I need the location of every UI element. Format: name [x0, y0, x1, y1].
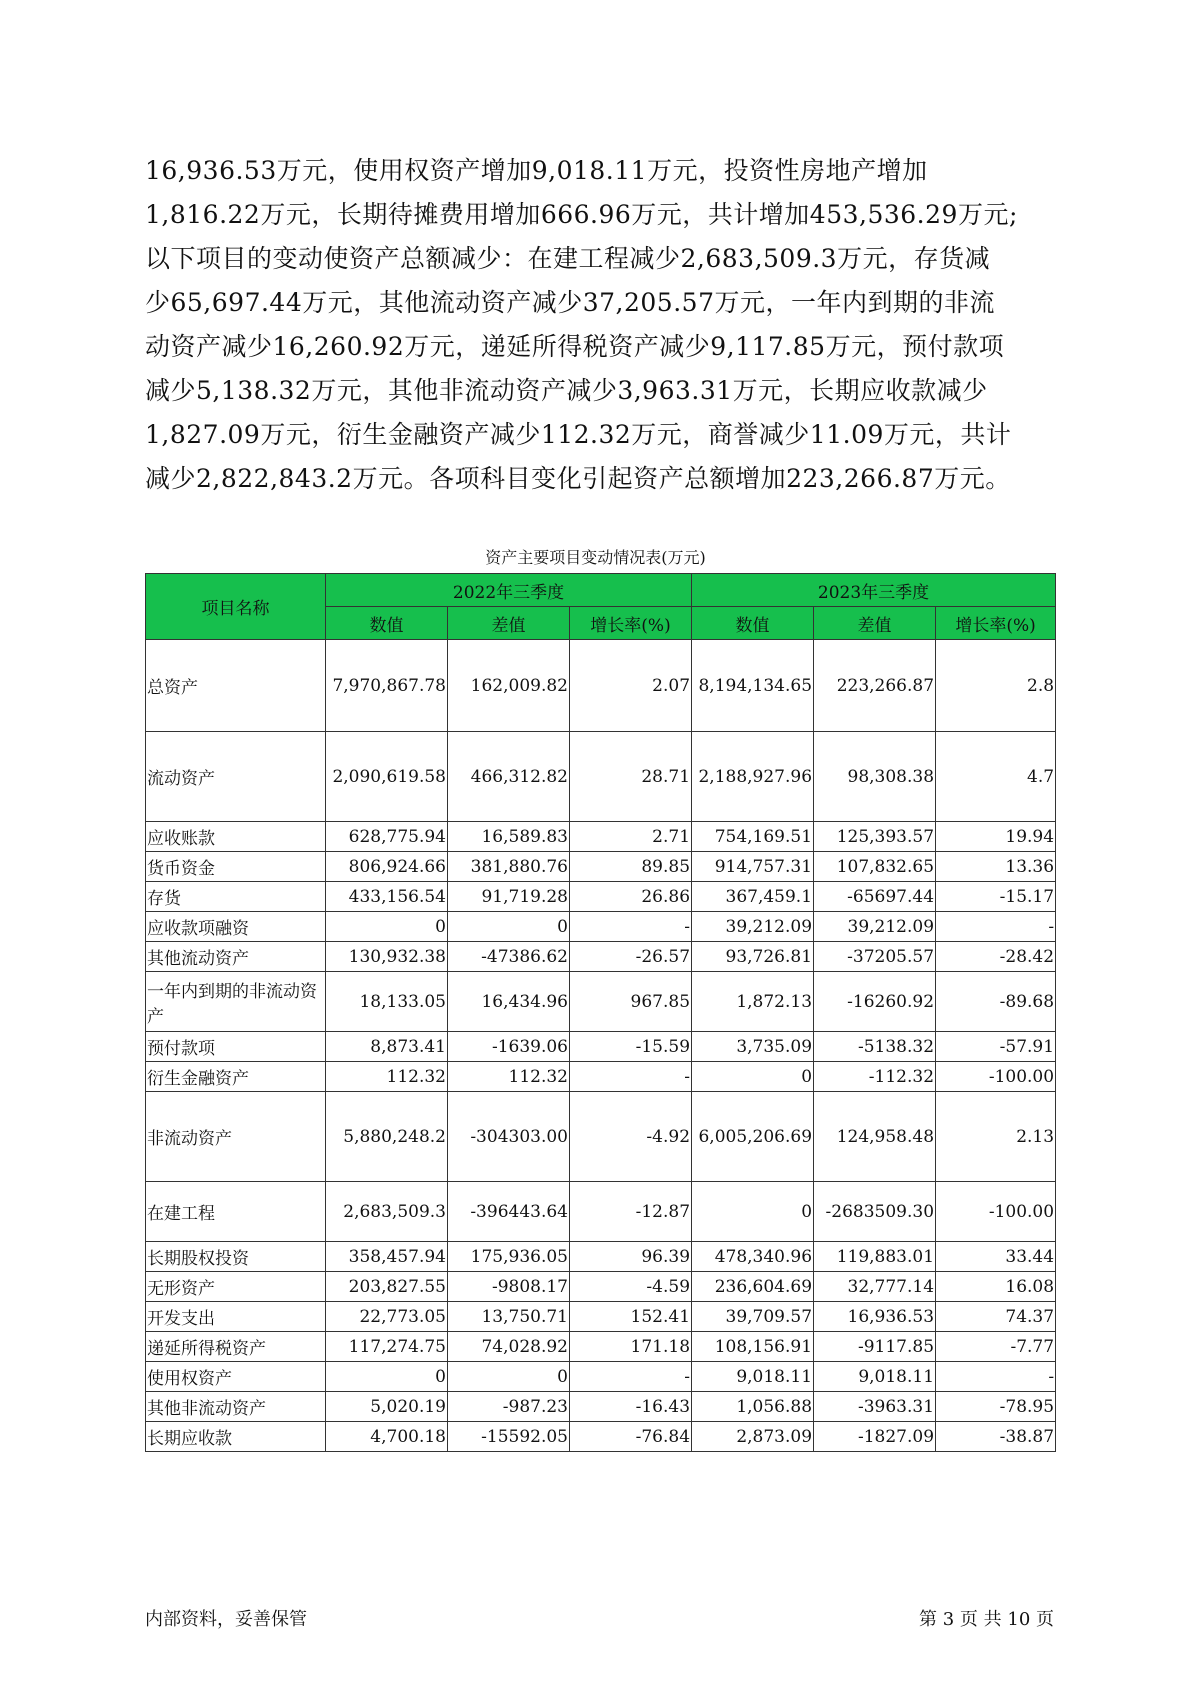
cell-v23: 1,872.13: [692, 972, 814, 1032]
header-period-2023: 2023年三季度: [692, 574, 1056, 607]
table-row: [146, 1422, 1056, 1452]
table-row: [146, 1062, 1056, 1092]
table-row: [146, 1242, 1056, 1272]
cell-v22: 203,827.55: [326, 1272, 448, 1302]
cell-r23: 2.13: [936, 1092, 1056, 1182]
header-rate: 增长率(%): [936, 607, 1056, 640]
cell-d22: 16,434.96: [448, 972, 570, 1032]
row-label: 递延所得税资产: [146, 1332, 326, 1362]
cell-d22: -47386.62: [448, 942, 570, 972]
cell-r23: -28.42: [936, 942, 1056, 972]
cell-v22: 112.32: [326, 1062, 448, 1092]
row-label: 应收账款: [146, 822, 326, 852]
cell-r23: 13.36: [936, 852, 1056, 882]
cell-r22: -: [570, 912, 692, 942]
row-label: 长期股权投资: [146, 1242, 326, 1272]
cell-d23: -9117.85: [814, 1332, 936, 1362]
row-label: 其他非流动资产: [146, 1392, 326, 1422]
cell-v22: 2,683,509.3: [326, 1182, 448, 1242]
cell-r23: -7.77: [936, 1332, 1056, 1362]
header-diff: 差值: [814, 607, 936, 640]
paragraph-line: 少65,697.44万元，其他流动资产减少37,205.57万元，一年内到期的非流: [145, 288, 995, 317]
cell-v23: 108,156.91: [692, 1332, 814, 1362]
cell-d22: 466,312.82: [448, 732, 570, 822]
cell-r23: -89.68: [936, 972, 1056, 1032]
cell-v23: 914,757.31: [692, 852, 814, 882]
cell-v23: 0: [692, 1062, 814, 1092]
table-row: [146, 1032, 1056, 1062]
cell-r23: 74.37: [936, 1302, 1056, 1332]
cell-d23: -16260.92: [814, 972, 936, 1032]
cell-v23: 39,212.09: [692, 912, 814, 942]
cell-v22: 22,773.05: [326, 1302, 448, 1332]
table-row: [146, 732, 1056, 822]
cell-r22: -4.59: [570, 1272, 692, 1302]
row-label: 长期应收款: [146, 1422, 326, 1452]
cell-d23: 32,777.14: [814, 1272, 936, 1302]
cell-d22: -1639.06: [448, 1032, 570, 1062]
cell-r23: -: [936, 912, 1056, 942]
cell-v22: 806,924.66: [326, 852, 448, 882]
table-row: [146, 942, 1056, 972]
cell-d23: -3963.31: [814, 1392, 936, 1422]
table-row: [146, 1272, 1056, 1302]
table-row: [146, 852, 1056, 882]
cell-d22: 13,750.71: [448, 1302, 570, 1332]
cell-r22: 89.85: [570, 852, 692, 882]
cell-v22: 7,970,867.78: [326, 640, 448, 732]
cell-r22: -: [570, 1062, 692, 1092]
cell-d23: -2683509.30: [814, 1182, 936, 1242]
cell-r23: -100.00: [936, 1182, 1056, 1242]
table-row: [146, 1182, 1056, 1242]
row-label: 其他流动资产: [146, 942, 326, 972]
cell-v22: 0: [326, 912, 448, 942]
cell-r22: 171.18: [570, 1332, 692, 1362]
cell-r23: -100.00: [936, 1062, 1056, 1092]
cell-r23: -78.95: [936, 1392, 1056, 1422]
body-paragraph: [145, 149, 1055, 501]
cell-v23: 3,735.09: [692, 1032, 814, 1062]
cell-v23: 93,726.81: [692, 942, 814, 972]
cell-d22: 381,880.76: [448, 852, 570, 882]
cell-r22: -: [570, 1362, 692, 1392]
row-label: 在建工程: [146, 1182, 326, 1242]
cell-v23: 754,169.51: [692, 822, 814, 852]
cell-d23: 16,936.53: [814, 1302, 936, 1332]
header-diff: 差值: [448, 607, 570, 640]
cell-r23: -: [936, 1362, 1056, 1392]
cell-d23: 9,018.11: [814, 1362, 936, 1392]
table-row: [146, 822, 1056, 852]
row-label: 衍生金融资产: [146, 1062, 326, 1092]
cell-r22: 28.71: [570, 732, 692, 822]
cell-v22: 2,090,619.58: [326, 732, 448, 822]
cell-v22: 5,020.19: [326, 1392, 448, 1422]
row-label: 存货: [146, 882, 326, 912]
cell-v23: 367,459.1: [692, 882, 814, 912]
footer-confidential: 内部资料，妥善保管: [145, 1609, 307, 1630]
row-label: 货币资金: [146, 852, 326, 882]
cell-v22: 5,880,248.2: [326, 1092, 448, 1182]
table-caption: 资产主要项目变动情况表(万元): [485, 548, 706, 567]
cell-r22: 152.41: [570, 1302, 692, 1332]
paragraph-line: 动资产减少16,260.92万元，递延所得税资产减少9,117.85万元，预付款项: [145, 332, 1005, 361]
cell-r22: -26.57: [570, 942, 692, 972]
cell-v23: 478,340.96: [692, 1242, 814, 1272]
cell-d23: -1827.09: [814, 1422, 936, 1452]
row-label: 无形资产: [146, 1272, 326, 1302]
cell-v22: 117,274.75: [326, 1332, 448, 1362]
row-label: 预付款项: [146, 1032, 326, 1062]
cell-d22: 175,936.05: [448, 1242, 570, 1272]
cell-v22: 358,457.94: [326, 1242, 448, 1272]
paragraph-line: 以下项目的变动使资产总额减少：在建工程减少2,683,509.3万元，存货减: [145, 244, 991, 273]
cell-r22: -76.84: [570, 1422, 692, 1452]
header-period-2022: 2022年三季度: [326, 574, 692, 607]
cell-r22: 2.07: [570, 640, 692, 732]
cell-v22: 130,932.38: [326, 942, 448, 972]
cell-d22: -15592.05: [448, 1422, 570, 1452]
paragraph-line: 1,816.22万元，长期待摊费用增加666.96万元，共计增加453,536.29万元;: [145, 200, 1018, 229]
cell-r22: 967.85: [570, 972, 692, 1032]
table-row: [146, 1302, 1056, 1332]
cell-d22: 16,589.83: [448, 822, 570, 852]
cell-d23: 124,958.48: [814, 1092, 936, 1182]
cell-r22: 96.39: [570, 1242, 692, 1272]
footer-page-number: 第 3 页 共 10 页: [919, 1609, 1054, 1630]
cell-r22: -4.92: [570, 1092, 692, 1182]
cell-r22: 26.86: [570, 882, 692, 912]
cell-r22: 2.71: [570, 822, 692, 852]
cell-v22: 18,133.05: [326, 972, 448, 1032]
cell-r23: -38.87: [936, 1422, 1056, 1452]
table-row: [146, 1362, 1056, 1392]
table-row: [146, 1092, 1056, 1182]
cell-d22: 74,028.92: [448, 1332, 570, 1362]
cell-d23: -65697.44: [814, 882, 936, 912]
cell-v22: 4,700.18: [326, 1422, 448, 1452]
header-value: 数值: [692, 607, 814, 640]
asset-change-table: [145, 573, 1056, 1452]
cell-d22: -987.23: [448, 1392, 570, 1422]
paragraph-line: 1,827.09万元，衍生金融资产减少112.32万元，商誉减少11.09万元，共计: [145, 420, 1012, 449]
cell-v23: 236,604.69: [692, 1272, 814, 1302]
cell-v23: 1,056.88: [692, 1392, 814, 1422]
cell-d22: -9808.17: [448, 1272, 570, 1302]
cell-d23: 119,883.01: [814, 1242, 936, 1272]
cell-v23: 9,018.11: [692, 1362, 814, 1392]
cell-d23: -5138.32: [814, 1032, 936, 1062]
cell-r22: -12.87: [570, 1182, 692, 1242]
row-label: 开发支出: [146, 1302, 326, 1332]
row-label: 总资产: [146, 640, 326, 732]
cell-v23: 0: [692, 1182, 814, 1242]
paragraph-line: 减少2,822,843.2万元。各项科目变化引起资产总额增加223,266.87万元。: [145, 464, 1011, 493]
cell-d23: -37205.57: [814, 942, 936, 972]
paragraph-line: 减少5,138.32万元，其他非流动资产减少3,963.31万元，长期应收款减少: [145, 376, 988, 405]
cell-d23: 39,212.09: [814, 912, 936, 942]
cell-d23: 98,308.38: [814, 732, 936, 822]
table-row: [146, 972, 1056, 1032]
cell-v23: 8,194,134.65: [692, 640, 814, 732]
row-label: 非流动资产: [146, 1092, 326, 1182]
cell-r23: 2.8: [936, 640, 1056, 732]
cell-d23: 107,832.65: [814, 852, 936, 882]
cell-v22: 0: [326, 1362, 448, 1392]
header-item-name: 项目名称: [146, 574, 326, 640]
table-row: [146, 1332, 1056, 1362]
cell-r23: 19.94: [936, 822, 1056, 852]
table-row: [146, 640, 1056, 732]
cell-d22: 162,009.82: [448, 640, 570, 732]
cell-r22: -15.59: [570, 1032, 692, 1062]
cell-v23: 2,188,927.96: [692, 732, 814, 822]
table-row: [146, 912, 1056, 942]
cell-d22: -304303.00: [448, 1092, 570, 1182]
cell-d23: 223,266.87: [814, 640, 936, 732]
cell-d22: 112.32: [448, 1062, 570, 1092]
row-label: 一年内到期的非流动资产: [146, 972, 326, 1032]
cell-r23: 4.7: [936, 732, 1056, 822]
cell-d23: -112.32: [814, 1062, 936, 1092]
cell-r23: 33.44: [936, 1242, 1056, 1272]
cell-r23: -15.17: [936, 882, 1056, 912]
cell-d22: -396443.64: [448, 1182, 570, 1242]
cell-v22: 433,156.54: [326, 882, 448, 912]
cell-r23: -57.91: [936, 1032, 1056, 1062]
row-label: 应收款项融资: [146, 912, 326, 942]
cell-r23: 16.08: [936, 1272, 1056, 1302]
cell-d22: 0: [448, 912, 570, 942]
cell-d22: 0: [448, 1362, 570, 1392]
paragraph-line: 16,936.53万元，使用权资产增加9,018.11万元，投资性房地产增加: [145, 156, 928, 185]
table-row: [146, 1392, 1056, 1422]
cell-r22: -16.43: [570, 1392, 692, 1422]
cell-v22: 628,775.94: [326, 822, 448, 852]
table-row: [146, 882, 1056, 912]
cell-v22: 8,873.41: [326, 1032, 448, 1062]
cell-d22: 91,719.28: [448, 882, 570, 912]
row-label: 使用权资产: [146, 1362, 326, 1392]
cell-v23: 2,873.09: [692, 1422, 814, 1452]
cell-d23: 125,393.57: [814, 822, 936, 852]
header-value: 数值: [326, 607, 448, 640]
row-label: 流动资产: [146, 732, 326, 822]
header-rate: 增长率(%): [570, 607, 692, 640]
cell-v23: 39,709.57: [692, 1302, 814, 1332]
cell-v23: 6,005,206.69: [692, 1092, 814, 1182]
